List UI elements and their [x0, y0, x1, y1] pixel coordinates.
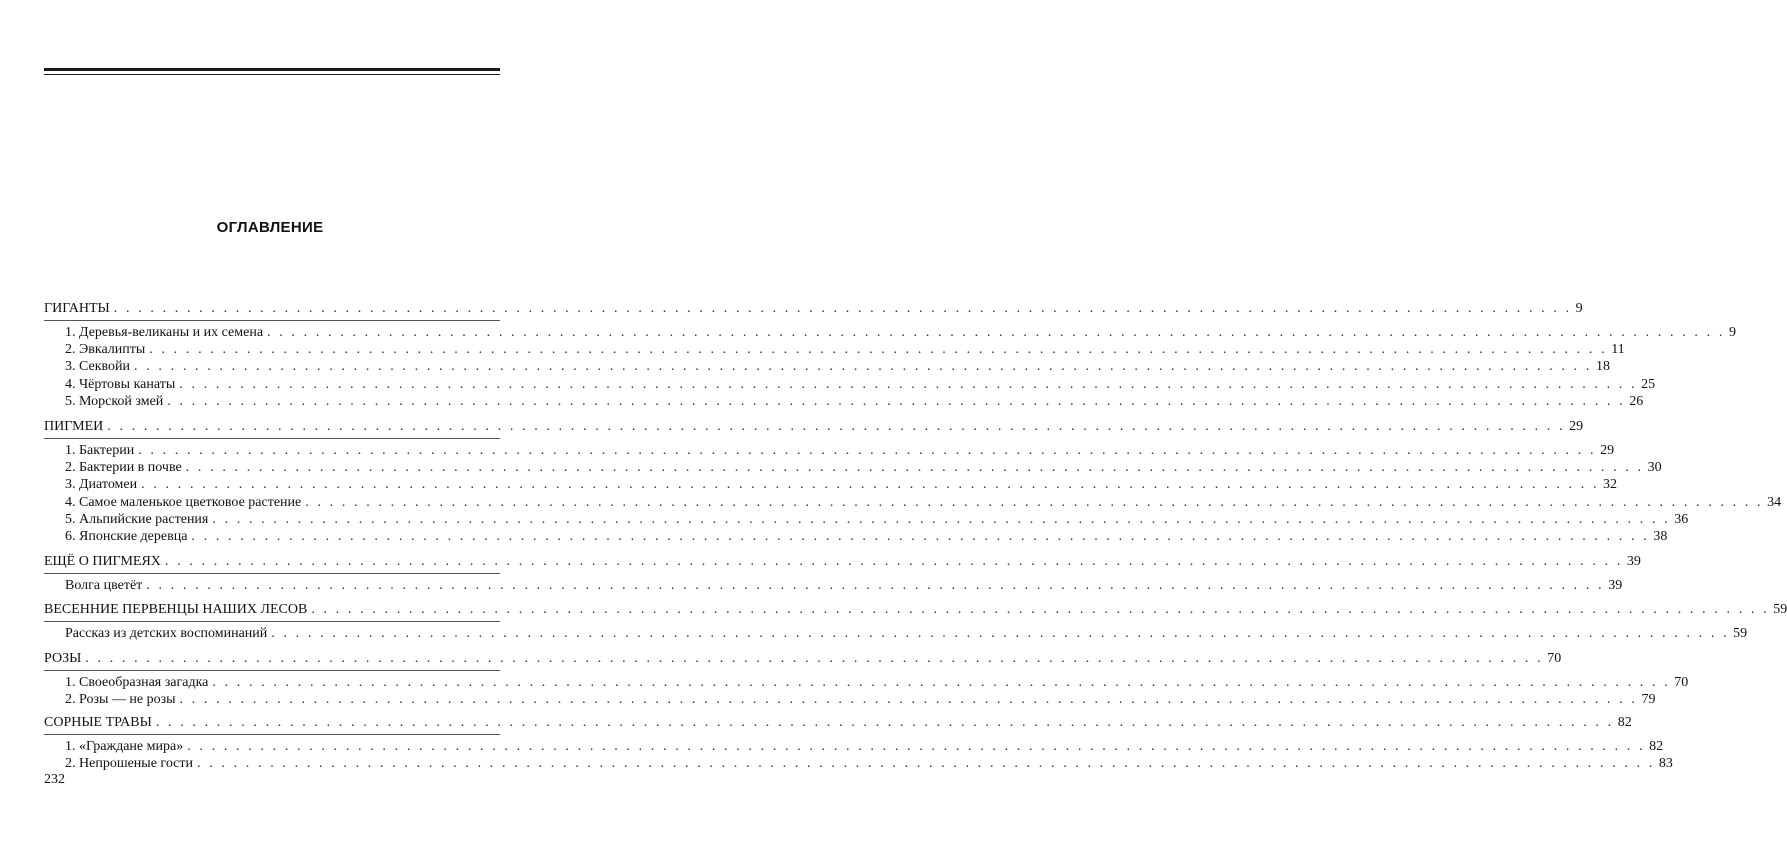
toc-item-page: 83	[1658, 756, 1673, 772]
toc-item	[65, 577, 1623, 594]
toc-section-title: ЕЩЁ О ПИГМЕЯХ	[44, 554, 161, 569]
toc-section	[44, 553, 1641, 570]
toc-item-title: 3. Секвойи	[65, 359, 131, 375]
dot-leader: . . . . . . . . . . . . . . . . . . . . . . . . . . . . . . . . . . . . . . . . . . . . . . . . . . . . . . . . . . . . . . . . . . . . . . . . . . . . . . . . . . . . . . . . . . . . . . . . . . . . . . . . . . . . . . . . . . . . . . . .	[164, 554, 1623, 569]
toc-item-page: 25	[1641, 376, 1656, 392]
dot-leader: . . . . . . . . . . . . . . . . . . . . . . . . . . . . . . . . . . . . . . . . . . . . . . . . . . . . . . . . . . . . . . . . . . . . . . . . . . . . . . . . . . . . . . . . . . . . . . . . . . . . . . . . . . . . . . . . . . . . . . . .	[155, 715, 1614, 730]
toc-item	[65, 393, 1644, 410]
toc-item-page: 30	[1647, 460, 1662, 476]
section-divider	[44, 573, 500, 574]
toc-item-title: 5. Альпийские растения	[65, 511, 209, 527]
toc-item-title: 2. Эвкалипты	[65, 342, 146, 358]
section-divider	[44, 734, 500, 735]
toc-item	[65, 376, 1656, 393]
dot-leader: . . . . . . . . . . . . . . . . . . . . . . . . . . . . . . . . . . . . . . . . . . . . . . . . . . . . . . . . . . . . . . . . . . . . . . . . . . . . . . . . . . . . . . . . . . . . . . . . . . . . . . . . . . . . . . . . . . . . . . . .	[179, 692, 1638, 708]
toc-item-title: 4. Чёртовы канаты	[65, 376, 176, 392]
toc-item	[65, 476, 1618, 493]
toc-item-page: 32	[1603, 477, 1618, 493]
dot-leader: . . . . . . . . . . . . . . . . . . . . . . . . . . . . . . . . . . . . . . . . . . . . . . . . . . . . . . . . . . . . . . . . . . . . . . . . . . . . . . . . . . . . . . . . . . . . . . . . . . . . . . . . . . . . . . . . . . . . . . . .	[113, 301, 1572, 316]
toc-item-page: 82	[1649, 739, 1664, 754]
dot-leader: . . . . . . . . . . . . . . . . . . . . . . . . . . . . . . . . . . . . . . . . . . . . . . . . . . . . . . . . . . . . . . . . . . . . . . . . . . . . . . . . . . . . . . . . . . . . . . . . . . . . . . . . . . . . . . . . . . . . . . . .	[107, 419, 1566, 434]
dot-leader: . . . . . . . . . . . . . . . . . . . . . . . . . . . . . . . . . . . . . . . . . . . . . . . . . . . . . . . . . . . . . . . . . . . . . . . . . . . . . . . . . . . . . . . . . . . . . . . . . . . . . . . . . . . . . . . . . . . . . . . .	[138, 443, 1597, 458]
toc-section	[44, 418, 1584, 435]
dot-leader: . . . . . . . . . . . . . . . . . . . . . . . . . . . . . . . . . . . . . . . . . . . . . . . . . . . . . . . . . . . . . . . . . . . . . . . . . . . . . . . . . . . . . . . . . . . . . . . . . . . . . . . . . . . . . . . . . . . . . . . .	[212, 511, 1671, 527]
toc-item-title: 2. Непрошеные гости	[65, 756, 193, 772]
dot-leader: . . . . . . . . . . . . . . . . . . . . . . . . . . . . . . . . . . . . . . . . . . . . . . . . . . . . . . . . . . . . . . . . . . . . . . . . . . . . . . . . . . . . . . . . . . . . . . . . . . . . . . . . . . . . . . . . . . . . . . . .	[271, 626, 1730, 641]
dot-leader: . . . . . . . . . . . . . . . . . . . . . . . . . . . . . . . . . . . . . . . . . . . . . . . . . . . . . . . . . . . . . . . . . . . . . . . . . . . . . . . . . . . . . . . . . . . . . . . . . . . . . . . . . . . . . . . . . . . . . . . .	[197, 756, 1655, 772]
toc-section	[44, 650, 1562, 667]
toc-item-page: 38	[1653, 529, 1668, 544]
toc-item-page: 34	[1767, 494, 1782, 510]
toc-item	[65, 324, 1736, 341]
toc-item-page: 36	[1674, 511, 1689, 527]
toc-section-page: 59	[1773, 602, 1787, 617]
toc-item-title: 1. «Граждане мира»	[65, 739, 184, 754]
toc-item	[65, 691, 1656, 708]
dot-leader: . . . . . . . . . . . . . . . . . . . . . . . . . . . . . . . . . . . . . . . . . . . . . . . . . . . . . . . . . . . . . . . . . . . . . . . . . . . . . . . . . . . . . . . . . . . . . . . . . . . . . . . . . . . . . . . . . . . . . . . .	[167, 393, 1626, 409]
toc-section	[44, 300, 1583, 317]
toc-item-title: 2. Розы — не розы	[65, 692, 176, 708]
dot-leader: . . . . . . . . . . . . . . . . . . . . . . . . . . . . . . . . . . . . . . . . . . . . . . . . . . . . . . . . . . . . . . . . . . . . . . . . . . . . . . . . . . . . . . . . . . . . . . . . . . . . . . . . . . . . . . . . . . . . . . . .	[85, 651, 1544, 666]
dot-leader: . . . . . . . . . . . . . . . . . . . . . . . . . . . . . . . . . . . . . . . . . . . . . . . . . . . . . . . . . . . . . . . . . . . . . . . . . . . . . . . . . . . . . . . . . . . . . . . . . . . . . . . . . . . . . . . . . . . . . . . .	[305, 494, 1764, 510]
toc-item	[65, 738, 1664, 755]
toc-item-title: 5. Морской змей	[65, 393, 164, 409]
toc-section	[44, 714, 1632, 731]
dot-leader: . . . . . . . . . . . . . . . . . . . . . . . . . . . . . . . . . . . . . . . . . . . . . . . . . . . . . . . . . . . . . . . . . . . . . . . . . . . . . . . . . . . . . . . . . . . . . . . . . . . . . . . . . . . . . . . . . . . . . . . .	[267, 325, 1725, 340]
toc-item	[65, 442, 1615, 459]
dot-leader: . . . . . . . . . . . . . . . . . . . . . . . . . . . . . . . . . . . . . . . . . . . . . . . . . . . . . . . . . . . . . . . . . . . . . . . . . . . . . . . . . . . . . . . . . . . . . . . . . . . . . . . . . . . . . . . . . . . . . . . .	[134, 359, 1592, 375]
toc-item	[65, 674, 1689, 691]
dot-leader: . . . . . . . . . . . . . . . . . . . . . . . . . . . . . . . . . . . . . . . . . . . . . . . . . . . . . . . . . . . . . . . . . . . . . . . . . . . . . . . . . . . . . . . . . . . . . . . . . . . . . . . . . . . . . . . . . . . . . . . .	[311, 602, 1770, 617]
toc-section-page: 9	[1575, 301, 1583, 316]
page-number: 232	[44, 772, 65, 787]
toc-item-page: 18	[1595, 359, 1610, 375]
section-divider	[44, 320, 500, 321]
toc-item-title: 2. Бактерии в почве	[65, 460, 182, 476]
toc-item	[65, 511, 1689, 528]
toc-item	[65, 755, 1673, 772]
toc-section-title: СОРНЫЕ ТРАВЫ	[44, 715, 152, 730]
toc-section-title: РОЗЫ	[44, 651, 82, 666]
dot-leader: . . . . . . . . . . . . . . . . . . . . . . . . . . . . . . . . . . . . . . . . . . . . . . . . . . . . . . . . . . . . . . . . . . . . . . . . . . . . . . . . . . . . . . . . . . . . . . . . . . . . . . . . . . . . . . . . . . . . . . . .	[191, 529, 1650, 544]
toc-item-page: 70	[1674, 675, 1689, 690]
toc-item-page: 9	[1728, 325, 1736, 340]
dot-leader: . . . . . . . . . . . . . . . . . . . . . . . . . . . . . . . . . . . . . . . . . . . . . . . . . . . . . . . . . . . . . . . . . . . . . . . . . . . . . . . . . . . . . . . . . . . . . . . . . . . . . . . . . . . . . . . . . . . . . . . .	[146, 578, 1605, 593]
dot-leader: . . . . . . . . . . . . . . . . . . . . . . . . . . . . . . . . . . . . . . . . . . . . . . . . . . . . . . . . . . . . . . . . . . . . . . . . . . . . . . . . . . . . . . . . . . . . . . . . . . . . . . . . . . . . . . . . . . . . . . . .	[185, 460, 1644, 476]
toc-section-page: 82	[1617, 715, 1632, 730]
section-divider	[44, 621, 500, 622]
toc-item	[65, 494, 1782, 511]
toc-item-page: 39	[1608, 578, 1623, 593]
toc-section-title: ГИГАНТЫ	[44, 301, 110, 316]
toc-section-title: ВЕСЕННИЕ ПЕРВЕНЦЫ НАШИХ ЛЕСОВ	[44, 602, 308, 617]
toc-item-page: 11	[1611, 342, 1625, 358]
toc-item-title: 1. Своеобразная загадка	[65, 675, 209, 690]
toc-item-page: 29	[1600, 443, 1615, 458]
toc-item	[65, 358, 1610, 375]
toc-item-title: Рассказ из детских воспоминаний	[65, 626, 268, 641]
dot-leader: . . . . . . . . . . . . . . . . . . . . . . . . . . . . . . . . . . . . . . . . . . . . . . . . . . . . . . . . . . . . . . . . . . . . . . . . . . . . . . . . . . . . . . . . . . . . . . . . . . . . . . . . . . . . . . . . . . . . . . . .	[179, 376, 1638, 392]
toc-item-title: 4. Самое маленькое цветковое растение	[65, 494, 302, 510]
toc-item-page: 59	[1733, 626, 1748, 641]
section-divider	[44, 670, 500, 671]
toc-item-title: Волга цветёт	[65, 578, 143, 593]
toc-item-title: 1. Бактерии	[65, 443, 135, 458]
toc-item-title: 6. Японские деревца	[65, 529, 188, 544]
toc-item	[65, 625, 1748, 642]
toc-item	[65, 341, 1625, 358]
toc-section-page: 39	[1626, 554, 1641, 569]
toc-section	[44, 601, 1787, 618]
toc-section-page: 29	[1569, 419, 1584, 434]
toc-section-page: 70	[1547, 651, 1562, 666]
toc-item-title: 1. Деревья-великаны и их семена	[65, 325, 264, 340]
section-divider	[44, 438, 500, 439]
toc-item-page: 26	[1629, 393, 1644, 409]
page-title: ОГЛАВЛЕНИЕ	[216, 219, 324, 236]
toc-item	[65, 528, 1668, 545]
toc-section-title: ПИГМЕИ	[44, 419, 104, 434]
toc-item-title: 3. Диатомеи	[65, 477, 138, 493]
dot-leader: . . . . . . . . . . . . . . . . . . . . . . . . . . . . . . . . . . . . . . . . . . . . . . . . . . . . . . . . . . . . . . . . . . . . . . . . . . . . . . . . . . . . . . . . . . . . . . . . . . . . . . . . . . . . . . . . . . . . . . . .	[149, 342, 1608, 358]
toc-item	[65, 459, 1662, 476]
toc-item-page: 79	[1641, 692, 1656, 708]
dot-leader: . . . . . . . . . . . . . . . . . . . . . . . . . . . . . . . . . . . . . . . . . . . . . . . . . . . . . . . . . . . . . . . . . . . . . . . . . . . . . . . . . . . . . . . . . . . . . . . . . . . . . . . . . . . . . . . . . . . . . . . .	[212, 675, 1671, 690]
dot-leader: . . . . . . . . . . . . . . . . . . . . . . . . . . . . . . . . . . . . . . . . . . . . . . . . . . . . . . . . . . . . . . . . . . . . . . . . . . . . . . . . . . . . . . . . . . . . . . . . . . . . . . . . . . . . . . . . . . . . . . . .	[141, 477, 1600, 493]
dot-leader: . . . . . . . . . . . . . . . . . . . . . . . . . . . . . . . . . . . . . . . . . . . . . . . . . . . . . . . . . . . . . . . . . . . . . . . . . . . . . . . . . . . . . . . . . . . . . . . . . . . . . . . . . . . . . . . . . . . . . . . .	[187, 739, 1646, 754]
